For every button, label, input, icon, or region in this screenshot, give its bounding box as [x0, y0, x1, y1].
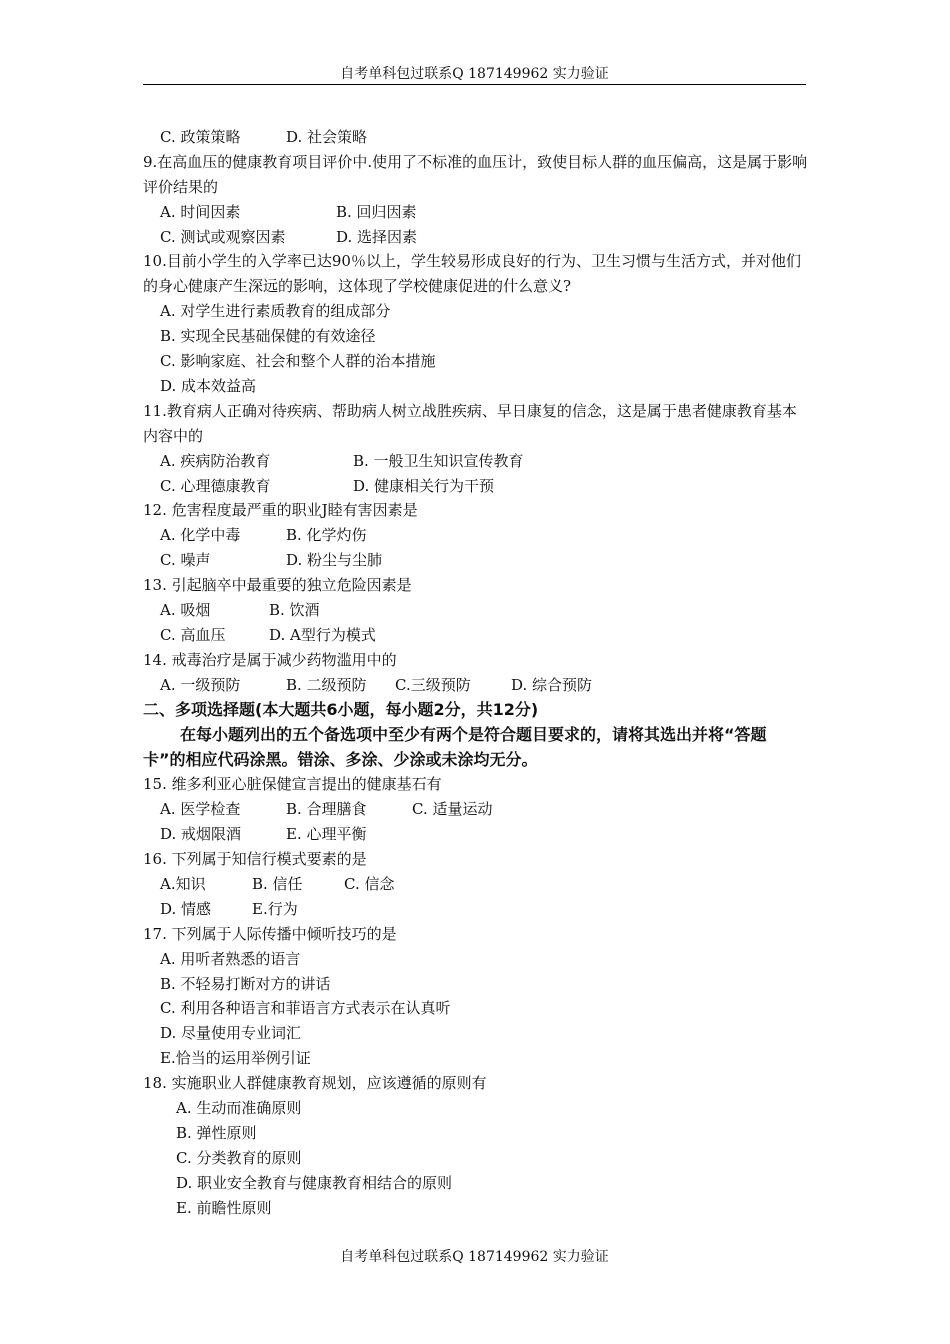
q12-options-ab — [143, 523, 808, 548]
section-2-title: 二、多项选择题(本大题共6小题，每小题2分，共12分) — [143, 699, 539, 719]
option-q12-a: A. 化学中毒 — [160, 526, 241, 545]
option-q17-d: D. 尽量使用专业词汇 — [160, 1024, 302, 1043]
option-q18-c: C. 分类教育的原则 — [176, 1148, 302, 1167]
option-q16-a: A.知识 — [160, 875, 206, 894]
option-q18-d: D. 职业安全教育与健康教育相结合的原则 — [176, 1173, 453, 1192]
option-q16-d: D. 情感 — [160, 899, 212, 918]
option-q12-b: B. 化学灼伤 — [286, 526, 367, 545]
q15-options-de — [143, 822, 808, 847]
option-q10-b: B. 实现全民基础保健的有效途径 — [160, 327, 376, 346]
q8-options-cd — [143, 125, 808, 150]
question-9-stem: 9.在高血压的健康教育项目评价中.使用了不标准的血压计，致使目标人群的血压偏高，这是属于影响评价结果的 — [143, 152, 808, 196]
option-q9-b: B. 回归因素 — [336, 202, 417, 221]
option-q15-a: A. 医学检查 — [160, 800, 241, 819]
page-footer: 自考单科包过联系Q 187149962 实力验证 — [340, 1249, 609, 1265]
q16-options-de — [143, 897, 808, 922]
q13-options-cd — [143, 623, 808, 648]
option-q13-a: A. 吸烟 — [160, 601, 211, 620]
section-2-instructions: 在每小题列出的五个备选项中至少有两个是符合题目要求的，请将其选出并将“答题卡”的相应代码涂黑。错涂、多涂、少涂或未涂均无分。 — [143, 725, 767, 770]
option-q11-a: A. 疾病防治教育 — [160, 451, 271, 470]
option-q14-c: C.三级预防 — [395, 675, 471, 694]
option-q9-d: D. 选择因素 — [336, 227, 418, 246]
question-11-stem: 11.教育病人正确对待疾病、帮助病人树立战胜疾病、早日康复的信念，这是属于患者健康教育基本内容中的 — [143, 401, 797, 445]
option-q10-c: C. 影响家庭、社会和整个人群的治本措施 — [160, 352, 436, 371]
option-q13-b: B. 饮酒 — [269, 601, 320, 620]
header-rule — [143, 84, 806, 85]
q9-options-ab — [143, 200, 808, 225]
q13-options-ab — [143, 598, 808, 623]
option-q16-c: C. 信念 — [344, 875, 395, 894]
exam-content — [143, 125, 808, 1221]
question-13-stem: 13. 引起脑卒中最重要的独立危险因素是 — [143, 576, 412, 595]
option-q15-b: B. 合理膳食 — [286, 800, 367, 819]
option-q10-a: A. 对学生进行素质教育的组成部分 — [160, 302, 391, 321]
q9-options-cd — [143, 225, 808, 250]
option-q10-d: D. 成本效益高 — [160, 376, 257, 395]
option-q15-e: E. 心理平衡 — [286, 825, 367, 844]
q11-options-cd — [143, 474, 808, 499]
option-q9-a: A. 时间因素 — [160, 202, 241, 221]
option-q18-b: B. 弹性原则 — [176, 1123, 257, 1142]
option-q12-d: D. 粉尘与尘肺 — [286, 551, 383, 570]
option-q11-b: B. 一般卫生知识宣传教育 — [353, 451, 524, 470]
q15-options-abc — [143, 797, 808, 822]
option-q17-b: B. 不轻易打断对方的讲话 — [160, 974, 331, 993]
option-q12-c: C. 噪声 — [160, 551, 211, 570]
question-15-stem: 15. 维多利亚心脏保健宣言提出的健康基石有 — [143, 775, 442, 794]
q12-options-cd — [143, 548, 808, 573]
option-q8-d: D. 社会策略 — [286, 128, 368, 146]
option-q16-e: E.行为 — [252, 899, 298, 918]
option-q15-c: C. 适量运动 — [412, 800, 493, 819]
option-q17-e: E.恰当的运用举例引证 — [160, 1049, 311, 1068]
option-q13-c: C. 高血压 — [160, 625, 226, 644]
option-q14-a: A. 一级预防 — [160, 675, 241, 694]
question-17-stem: 17. 下列属于人际传播中倾听技巧的是 — [143, 924, 397, 943]
option-q14-d: D. 综合预防 — [511, 675, 593, 694]
option-q13-d: D. A型行为模式 — [269, 625, 376, 644]
option-q15-d: D. 戒烟限酒 — [160, 825, 242, 844]
question-18-stem: 18. 实施职业人群健康教育规划，应该遵循的原则有 — [143, 1074, 487, 1093]
option-q18-e: E. 前瞻性原则 — [176, 1198, 272, 1217]
question-10-stem: 10.目前小学生的入学率已达90％以上，学生较易形成良好的行为、卫生习惯与生活方式，并对他们的身心健康产生深远的影响，这体现了学校健康促进的什么意义? — [143, 252, 801, 296]
option-q9-c: C. 测试或观察因素 — [160, 227, 286, 246]
q14-options — [143, 673, 808, 698]
option-q11-c: C. 心理德康教育 — [160, 476, 271, 495]
q11-options-ab — [143, 449, 808, 474]
option-q11-d: D. 健康相关行为干预 — [353, 476, 495, 495]
question-16-stem: 16. 下列属于知信行模式要素的是 — [143, 850, 367, 869]
question-14-stem: 14. 戒毒治疗是属于减少药物滥用中的 — [143, 650, 397, 669]
page-header: 自考单科包过联系Q 187149962 实力验证 — [340, 66, 609, 82]
option-q8-c: C. 政策策略 — [160, 128, 241, 146]
q16-options-abc — [143, 872, 808, 897]
option-q14-b: B. 二级预防 — [286, 675, 367, 694]
option-q17-c: C. 利用各种语言和菲语言方式表示在认真听 — [160, 999, 451, 1018]
option-q16-b: B. 信任 — [252, 875, 303, 894]
option-q17-a: A. 用听者熟悉的语言 — [160, 949, 301, 968]
option-q18-a: A. 生动而准确原则 — [176, 1099, 302, 1118]
question-12-stem: 12. 危害程度最严重的职业J睦有害因素是 — [143, 501, 418, 520]
